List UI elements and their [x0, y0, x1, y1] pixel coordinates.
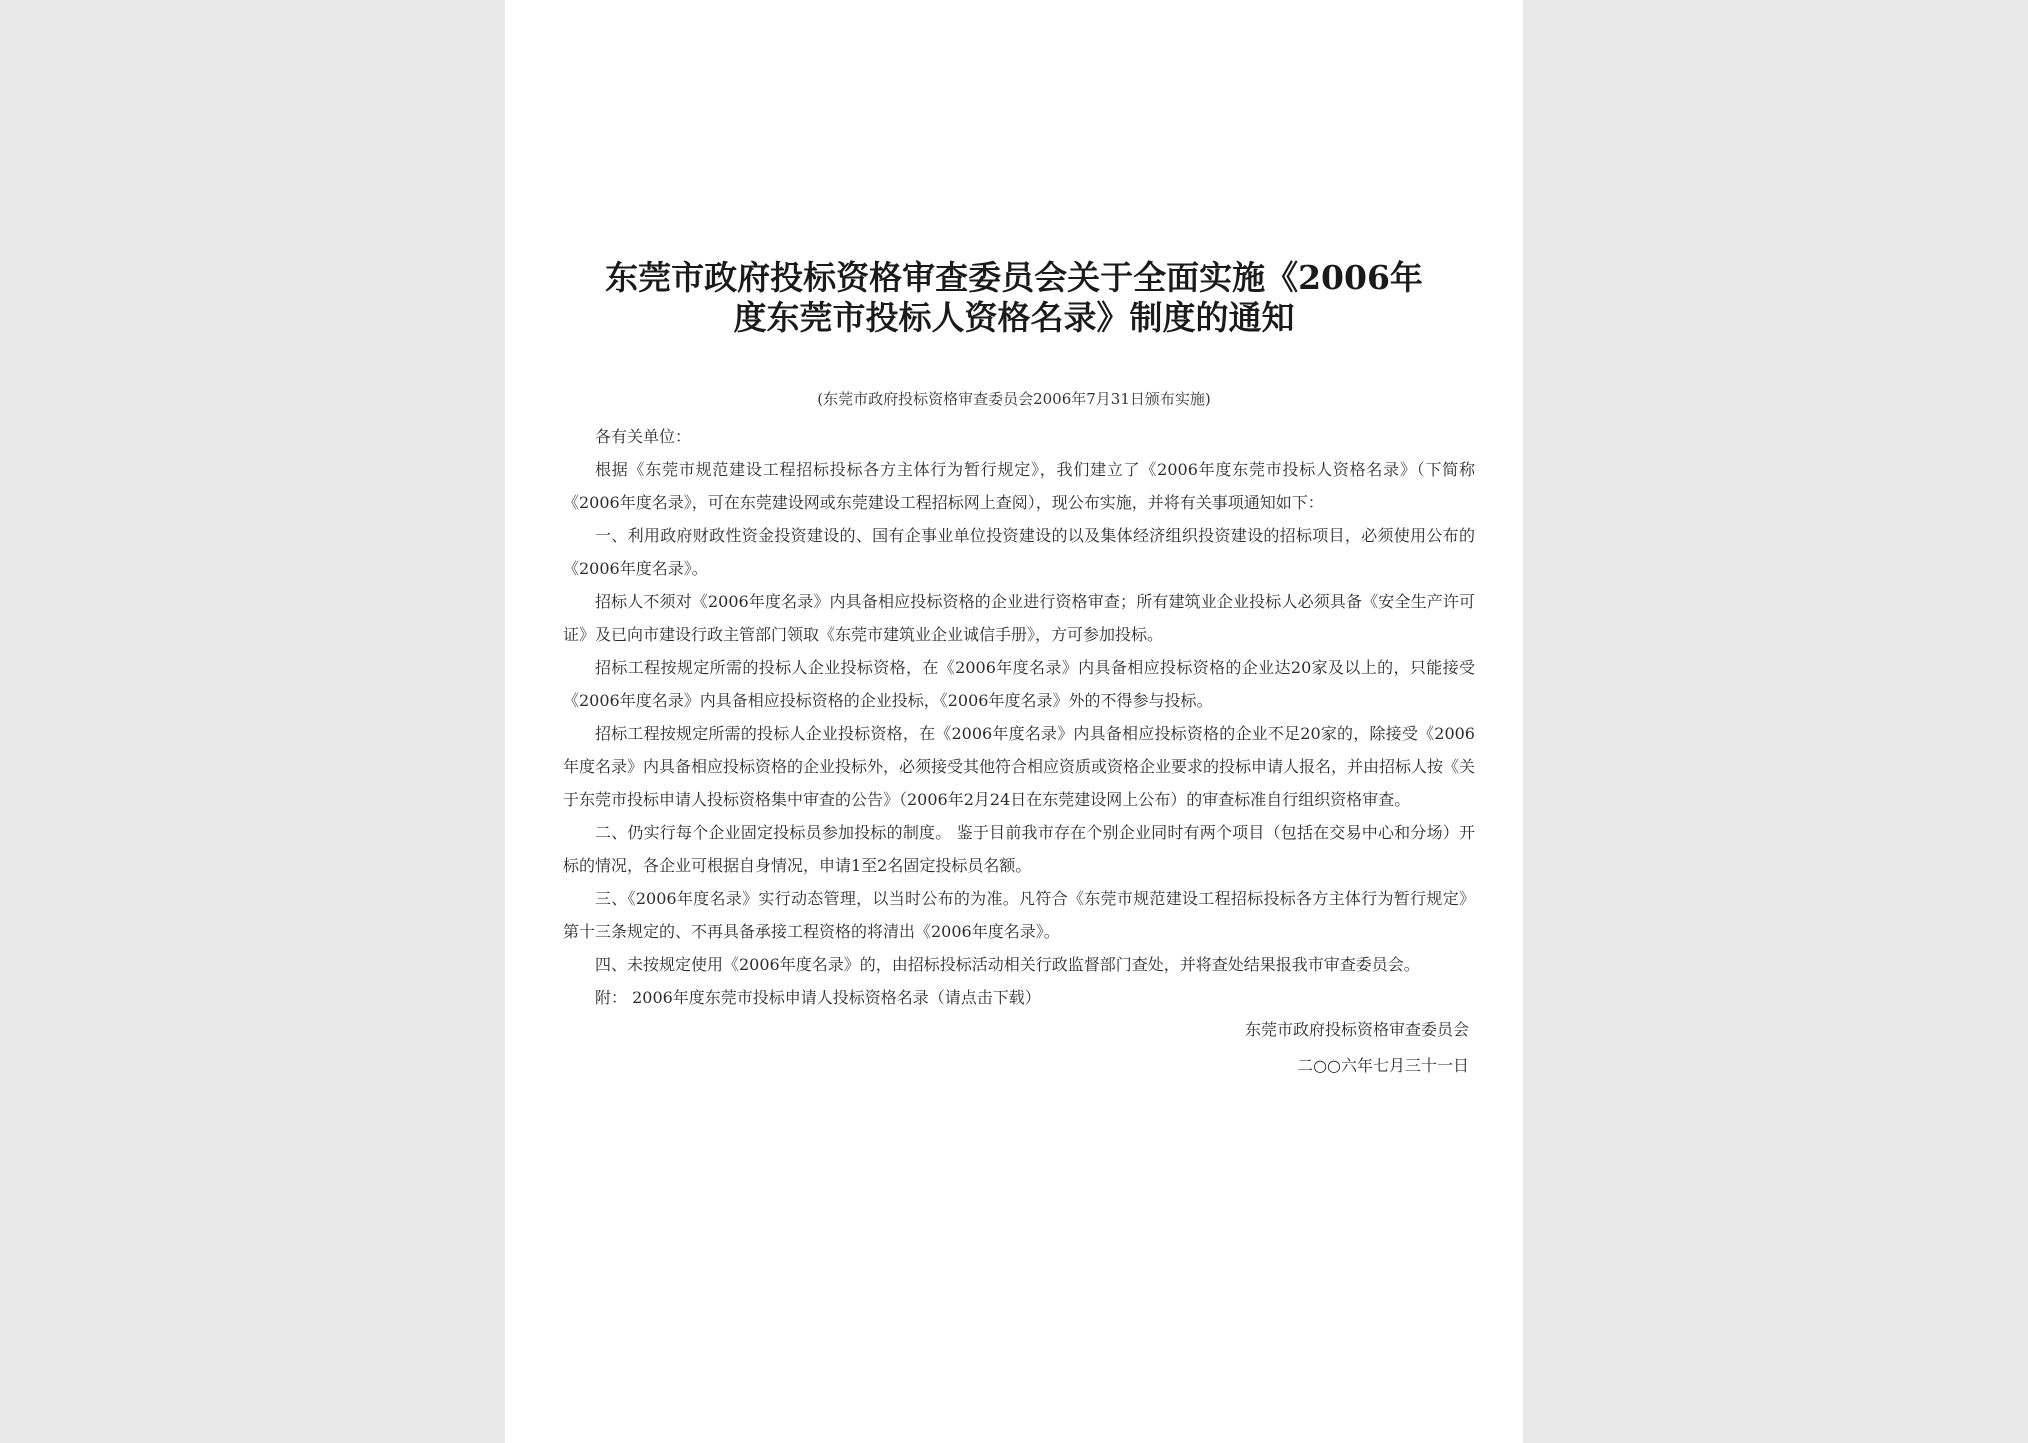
- document-title: 东莞市政府投标资格审查委员会关于全面实施《2006年度东莞市投标人资格名录》制度的通知: [605, 258, 1423, 337]
- signature-date: 二○○六年七月三十一日: [1297, 1056, 1469, 1075]
- paragraph-item-1a: 招标人不须对《2006年度名录》内具备相应投标资格的企业进行资格审查；所有建筑业企业投标人必须具备《安全生产许可证》及已向市建设行政主管部门领取《东莞市建筑业企业诚信手册》，方可参加投标。: [563, 592, 1475, 644]
- paragraph-item-1c: 招标工程按规定所需的投标人企业投标资格，在《2006年度名录》内具备相应投标资格的企业不足20家的，除接受《2006年度名录》内具备相应投标资格的企业投标外，必须接受其他符合相应资质或资格企业要求的投标申请人报名，并由招标人按《关于东莞市投标申请人投标资格集中审查的公告》（2006年2月24日在东莞建设网上公布）的审查标准自行组织资格审查。: [563, 724, 1476, 809]
- paragraph-item-1: 一、利用政府财政性资金投资建设的、国有企事业单位投资建设的以及集体经济组织投资建设的招标项目，必须使用公布的《2006年度名录》。: [563, 526, 1475, 578]
- document-page: [505, 0, 1523, 1443]
- document-body: [563, 420, 1475, 1014]
- salutation: 各有关单位：: [595, 427, 692, 446]
- paragraph-item-1b: 招标工程按规定所需的投标人企业投标资格，在《2006年度名录》内具备相应投标资格的企业达20家及以上的，只能接受《2006年度名录》内具备相应投标资格的企业投标，《2006年度名录》外的不得参与投标。: [563, 658, 1475, 710]
- paragraph-item-2: 二、仍实行每个企业固定投标员参加投标的制度。 鉴于目前我市存在个别企业同时有两个项目（包括在交易中心和分场）开标的情况，各企业可根据自身情况，申请1至2名固定投标员名额。: [563, 823, 1475, 875]
- paragraph-item-3: 三、《2006年度名录》实行动态管理，以当时公布的为准。凡符合《东莞市规范建设工程招标投标各方主体行为暂行规定》第十三条规定的、不再具备承接工程资格的将清出《2006年度名录》。: [563, 889, 1475, 941]
- paragraph-intro: 根据《东莞市规范建设工程招标投标各方主体行为暂行规定》，我们建立了《2006年度东莞市投标人资格名录》（下简称《2006年度名录》，可在东莞建设网或东莞建设工程招标网上查阅），现公布实施，并将有关事项通知如下：: [563, 460, 1475, 512]
- issue-note: (东莞市政府投标资格审查委员会2006年7月31日颁布实施): [817, 390, 1211, 408]
- paragraph-item-4: 四、未按规定使用《2006年度名录》的，由招标投标活动相关行政监督部门查处，并将查处结果报我市审查委员会。: [595, 955, 1420, 974]
- attachment-link[interactable]: 附： 2006年度东莞市投标申请人投标资格名录（请点击下载）: [595, 988, 1041, 1007]
- signature-block: [1245, 1012, 1469, 1084]
- signature-org: 东莞市政府投标资格审查委员会: [1244, 1020, 1469, 1039]
